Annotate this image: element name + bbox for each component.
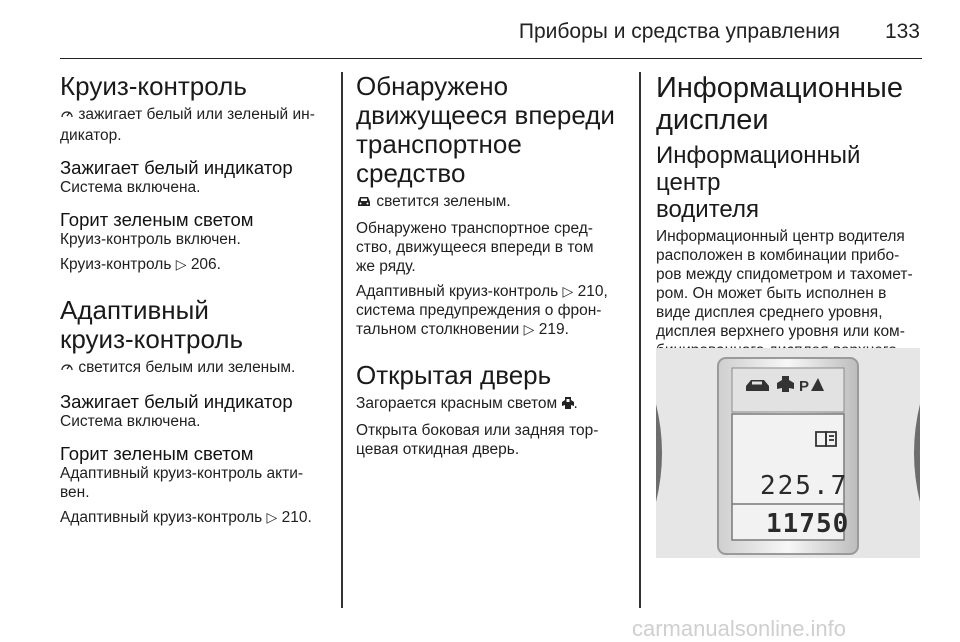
adaptive-description [60,358,328,379]
reference-text: Круиз-контроль [60,256,172,273]
section-title-cruise: Круиз-контроль [60,71,247,101]
trip-value: 225.7 [760,471,849,501]
section-title-adaptive-1: Адаптивный [60,295,209,325]
subtitle-green-2: Горит зеленым светом [60,443,254,464]
info-line-4: виде дисплея среднего уровня, [656,304,883,321]
door-text-2: Открыта боковая или задняя тор- [356,422,599,439]
detected-text-2: ство, движущееся впереди в том [356,239,594,256]
column-2 [356,72,624,459]
speedometer-icon [60,360,74,379]
door-text-1 [356,394,624,415]
info-line-0: Информационный центр водителя [656,228,905,245]
adaptive-reference-2 [356,282,624,301]
door-text-1-end: . [573,395,578,412]
section-title-adaptive-2: круиз-контроль [60,324,244,354]
info-line-1: расположен в комбинации прибо- [656,247,900,264]
page-reference-icon: ▷ [175,256,187,272]
subsection-title-center-2: водителя [656,196,759,223]
adaptive-text: светится белым или зеленым. [78,359,296,376]
column-1 [60,72,328,527]
detected-text-1: Обнаружено транспортное сред- [356,220,593,237]
reference-text: тальном столкновении [356,321,520,338]
section-title-info-1: Информационные [656,72,903,104]
section-title-detected-3: транспортное средство [356,129,522,188]
reference-page[interactable]: 210. [281,509,312,526]
reference-page[interactable]: 206. [190,256,221,273]
column-divider-2 [639,72,641,608]
info-line-5: дисплея верхнего уровня или ком- [656,323,905,340]
page-reference-icon: ▷ [266,509,278,525]
door-text-3: цевая откидная дверь. [356,441,520,458]
page-reference-icon: ▷ [523,321,535,337]
svg-text:P: P [799,378,810,395]
driver-info-display-figure [656,348,920,558]
door-text-1-label: Загорается красным светом [356,395,558,412]
detected-icon-text: светится зеленым. [376,193,511,210]
section-title-detected-1: Обнаружено [356,71,509,101]
page-header [60,0,922,59]
reference-page[interactable]: 219. [538,321,569,338]
reference-text: Адаптивный круиз-контроль [356,283,559,300]
page-number: 133 [884,20,920,43]
column-3 [656,72,924,379]
subtitle-green-1: Горит зеленым светом [60,209,254,230]
reference-text: Адаптивный круиз-контроль [60,509,263,526]
column-divider-1 [341,72,343,608]
subsection-title-center-1: Информационный центр [656,142,861,196]
system-on-text-1: Система включена. [60,179,201,196]
collision-reference [356,320,624,339]
door-open-icon [562,396,574,415]
cruise-description [60,105,328,145]
adaptive-on-text-a: Адаптивный круиз-контроль акти- [60,465,304,482]
detected-text-3: же ряду. [356,258,416,275]
watermark: carmanualsonline.info [632,616,847,641]
section-title-detected-2: движущееся впереди [356,100,615,130]
adaptive-reference [60,508,328,527]
odometer-value: 11750 [766,509,850,539]
system-on-text-2: Система включена. [60,413,201,430]
reference-page[interactable]: 210, [577,283,608,300]
detected-icon-line [356,192,624,213]
page-reference-icon: ▷ [562,283,574,299]
section-title-door: Открытая дверь [356,360,552,390]
info-line-3: ром. Он может быть исполнен в [656,285,887,302]
adaptive-on-text-b: вен. [60,484,90,501]
subtitle-white-indicator-1: Зажигает белый индикатор [60,157,293,178]
car-front-icon [356,194,372,213]
section-title-info-2: дисплеи [656,104,769,136]
page-header-title: Приборы и средства управления [518,20,840,43]
cruise-reference [60,255,328,274]
cruise-text: зажигает белый или зеленый ин- дикатор. [60,106,315,144]
collision-text: система предупреждения о фрон- [356,302,602,319]
subtitle-white-indicator-2: Зажигает белый индикатор [60,391,293,412]
info-line-2: ров между спидометром и тахомет- [656,266,913,283]
display-illustration [656,348,920,558]
cruise-on-text: Круиз-контроль включен. [60,231,241,248]
speedometer-icon [60,107,74,126]
